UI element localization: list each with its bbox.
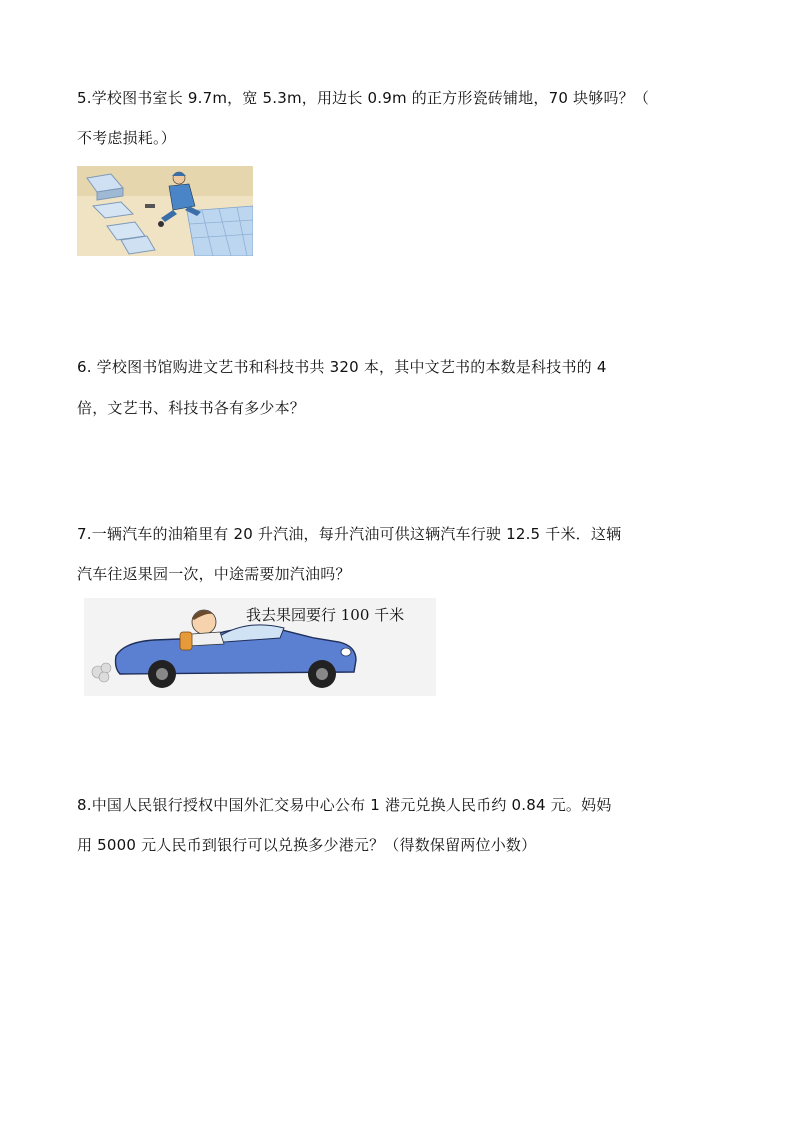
q7-text-line2: 汽车往返果园一次，中途需要加汽油吗？ <box>77 565 351 583</box>
tiling-worker-image <box>77 166 253 256</box>
q5-text-line2: 不考虑损耗。） <box>77 129 176 147</box>
q6-text-line1: 6. 学校图书馆购进文艺书和科技书共 320 本，其中文艺书的本数是科技书的 4 <box>77 358 607 376</box>
car-driver-image <box>84 598 436 696</box>
q5-text-line1: 5.学校图书室长 9.7m，宽 5.3m，用边长 0.9m 的正方形瓷砖铺地，70 块够吗？（ <box>77 89 650 107</box>
q8-text-line1: 8.中国人民银行授权中国外汇交易中心公布 1 港元兑换人民币约 0.84 元。妈妈 <box>77 796 612 814</box>
q7-text-line1: 7.一辆汽车的油箱里有 20 升汽油，每升汽油可供这辆汽车行驶 12.5 千米．这辆 <box>77 525 622 543</box>
car-speech-caption: 我去果园要行 100 千米 <box>246 606 405 624</box>
q6-text-line2: 倍，文艺书、科技书各有多少本？ <box>77 399 306 417</box>
q8-text-line2: 用 5000 元人民币到银行可以兑换多少港元？（得数保留两位小数） <box>77 836 537 854</box>
